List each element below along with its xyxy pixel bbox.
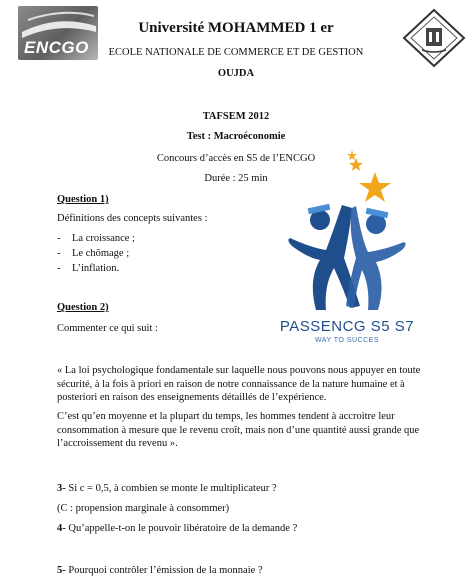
question-5: 5- Pourquoi contrôler l’émission de la monnaie ? [57,565,263,576]
list-item: - Le chômage ; [57,248,130,259]
exam-session: TAFSEM 2012 [202,111,270,122]
small-star-icon [349,158,363,171]
question1-prompt: Définitions des concepts suivantes : [57,213,208,224]
passencg-watermark-icon [272,150,422,382]
list-item: - L’inflation. [57,263,120,274]
school-name: ECOLE NATIONALE DE COMMERCE ET DE GESTION [108,47,364,58]
watermark-brand: PASSENCG S5 S7 [279,318,415,335]
exam-test: Test : Macroéconomie [186,131,286,142]
exam-concours: Concours d’accès en S5 de l’ENCGO [156,153,316,164]
big-star-icon [359,172,391,202]
question-3: 3- Si c = 0,5, à combien se monte le multiplicateur ? [57,483,277,494]
quote-paragraph-2: C’est qu’en moyenne et la plupart du temps, les hommes tendent à accroitre leur consommation à mesure que le revenu croît, mais non d’une quantité aussi grande que l’accroissement du revenu ». [57,411,420,449]
question2-prompt: Commenter ce qui suit : [57,323,158,334]
university-title: Université MOHAMMED 1 er [138,20,334,36]
tiny-star-icon [347,150,357,160]
watermark-tagline: WAY TO SUCCES [314,337,380,344]
university-emblem-icon [402,8,466,68]
question1-title: Question 1) [57,194,109,205]
question-4: 4- Qu’appelle-t-on le pouvoir libératoire de la demande ? [57,523,298,534]
question-3-note: (C : propension marginale à consommer) [57,503,230,514]
list-item: - La croissance ; [57,233,135,244]
question2-title: Question 2) [57,302,109,313]
logo-text: ENCGO [24,38,89,57]
quote-paragraph-1: « La loi psychologique fondamentale sur laquelle nous pouvons nous appuyer en toute sécurité, à la fois à priori en raison de notre connaissance de la nature humaine et à posteriori en raison des enseignements détaillés de l’expérience. [57,365,421,403]
city-name: OUJDA [217,68,255,79]
exam-duration: Durée : 25 min [204,173,268,184]
